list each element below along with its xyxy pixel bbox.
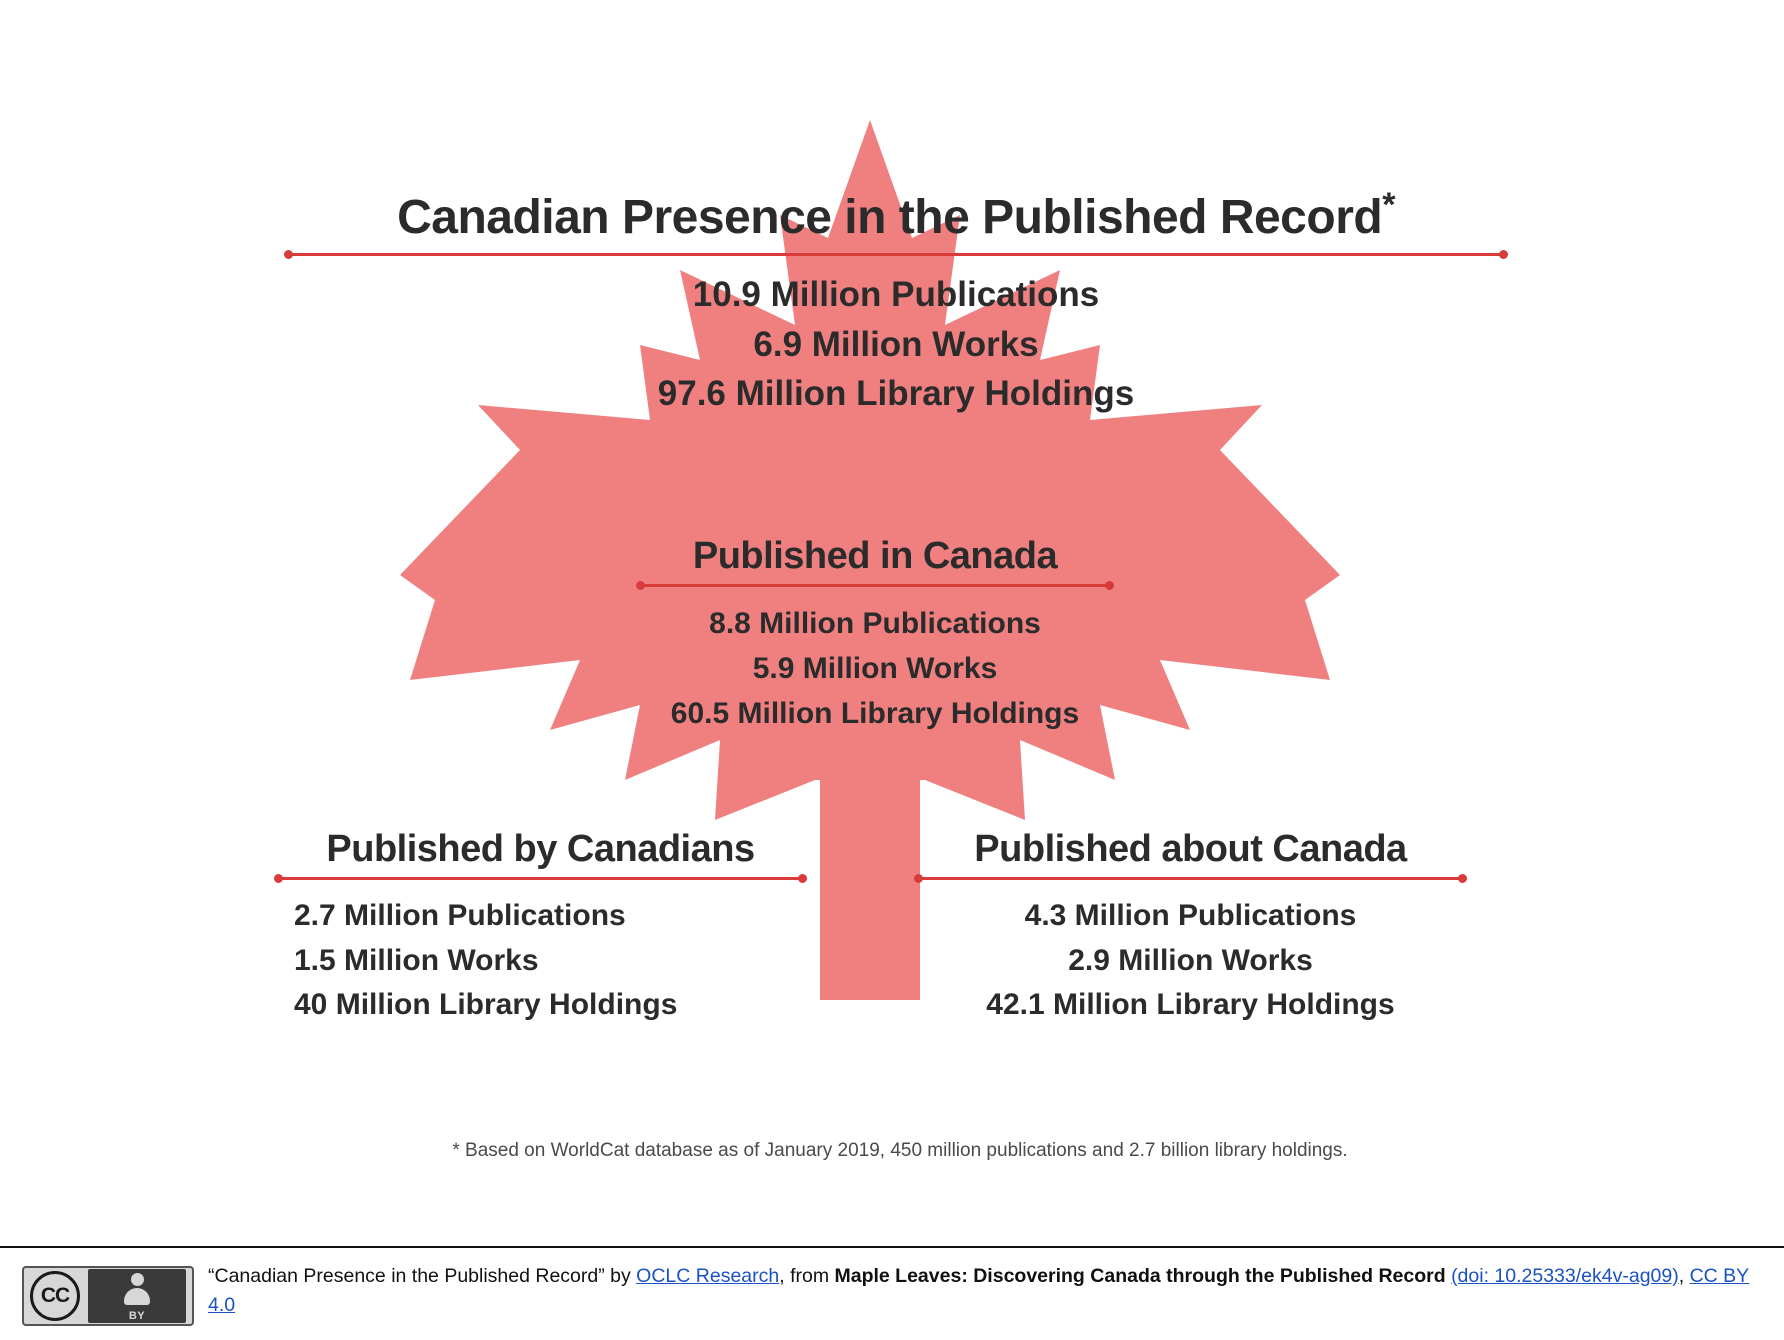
- published-about-canada-underline: [918, 877, 1463, 880]
- page-title-asterisk: *: [1382, 186, 1395, 224]
- published-by-canadians-stat-publications: 2.7 Million Publications: [294, 899, 626, 932]
- published-about-canada-block: [918, 828, 1463, 1028]
- attribution-comma: ,: [1678, 1265, 1690, 1287]
- link-oclc-research[interactable]: OCLC Research: [636, 1265, 780, 1287]
- attribution-quote: “Canadian Presence in the Published Record” by: [208, 1265, 637, 1287]
- link-doi[interactable]: (doi: 10.25333/ek4v-ag09): [1451, 1265, 1679, 1287]
- published-in-canada-block: [640, 535, 1110, 736]
- cc-by-label: BY: [128, 1310, 146, 1322]
- page-title: [288, 186, 1504, 245]
- link-cc-by-4-0[interactable]: CC BY 4.0: [208, 1265, 1750, 1317]
- published-about-canada-stat-publications: 4.3 Million Publications: [1024, 899, 1357, 932]
- creative-commons-badge[interactable]: [22, 1266, 194, 1326]
- attribution-bar: [0, 1246, 1784, 1340]
- published-in-canada-stat-holdings: 60.5 Million Library Holdings: [670, 697, 1080, 730]
- published-by-canadians-heading: Published by Canadians: [326, 828, 755, 870]
- published-in-canada-stat-publications: 8.8 Million Publications: [709, 607, 1041, 640]
- published-about-canada-stat-works: 2.9 Million Works: [1068, 943, 1313, 977]
- title-stat-works: 6.9 Million Works: [753, 324, 1039, 364]
- published-about-canada-stat-holdings: 42.1 Million Library Holdings: [986, 988, 1395, 1022]
- title-stat-publications: 10.9 Million Publications: [692, 275, 1100, 314]
- published-in-canada-underline: [640, 584, 1110, 587]
- attribution-text: [208, 1262, 1758, 1321]
- cc-by-icon: [88, 1269, 186, 1323]
- published-by-canadians-underline: [278, 877, 803, 880]
- published-by-canadians-stat-works: 1.5 Million Works: [294, 943, 539, 977]
- published-in-canada-stat-works: 5.9 Million Works: [752, 652, 998, 685]
- footnote: * Based on WorldCat database as of January 2019, 450 million publications and 2.7 billion library holdings.: [452, 1140, 1348, 1161]
- attribution-work-title: Maple Leaves: Discovering Canada through the Published Record: [834, 1265, 1446, 1287]
- title-stat-holdings: 97.6 Million Library Holdings: [657, 374, 1135, 414]
- published-in-canada-heading: Published in Canada: [692, 535, 1058, 577]
- published-about-canada-heading: Published about Canada: [974, 828, 1407, 870]
- published-by-canadians-block: [278, 828, 803, 1028]
- page-title-text: Canadian Presence in the Published Record: [397, 191, 1383, 244]
- cc-icon: CC: [30, 1271, 80, 1321]
- title-underline: [288, 253, 1504, 256]
- published-by-canadians-stat-holdings: 40 Million Library Holdings: [294, 988, 678, 1022]
- person-icon: [124, 1273, 150, 1305]
- title-stat-block: [288, 186, 1504, 419]
- attribution-from: , from: [779, 1265, 835, 1287]
